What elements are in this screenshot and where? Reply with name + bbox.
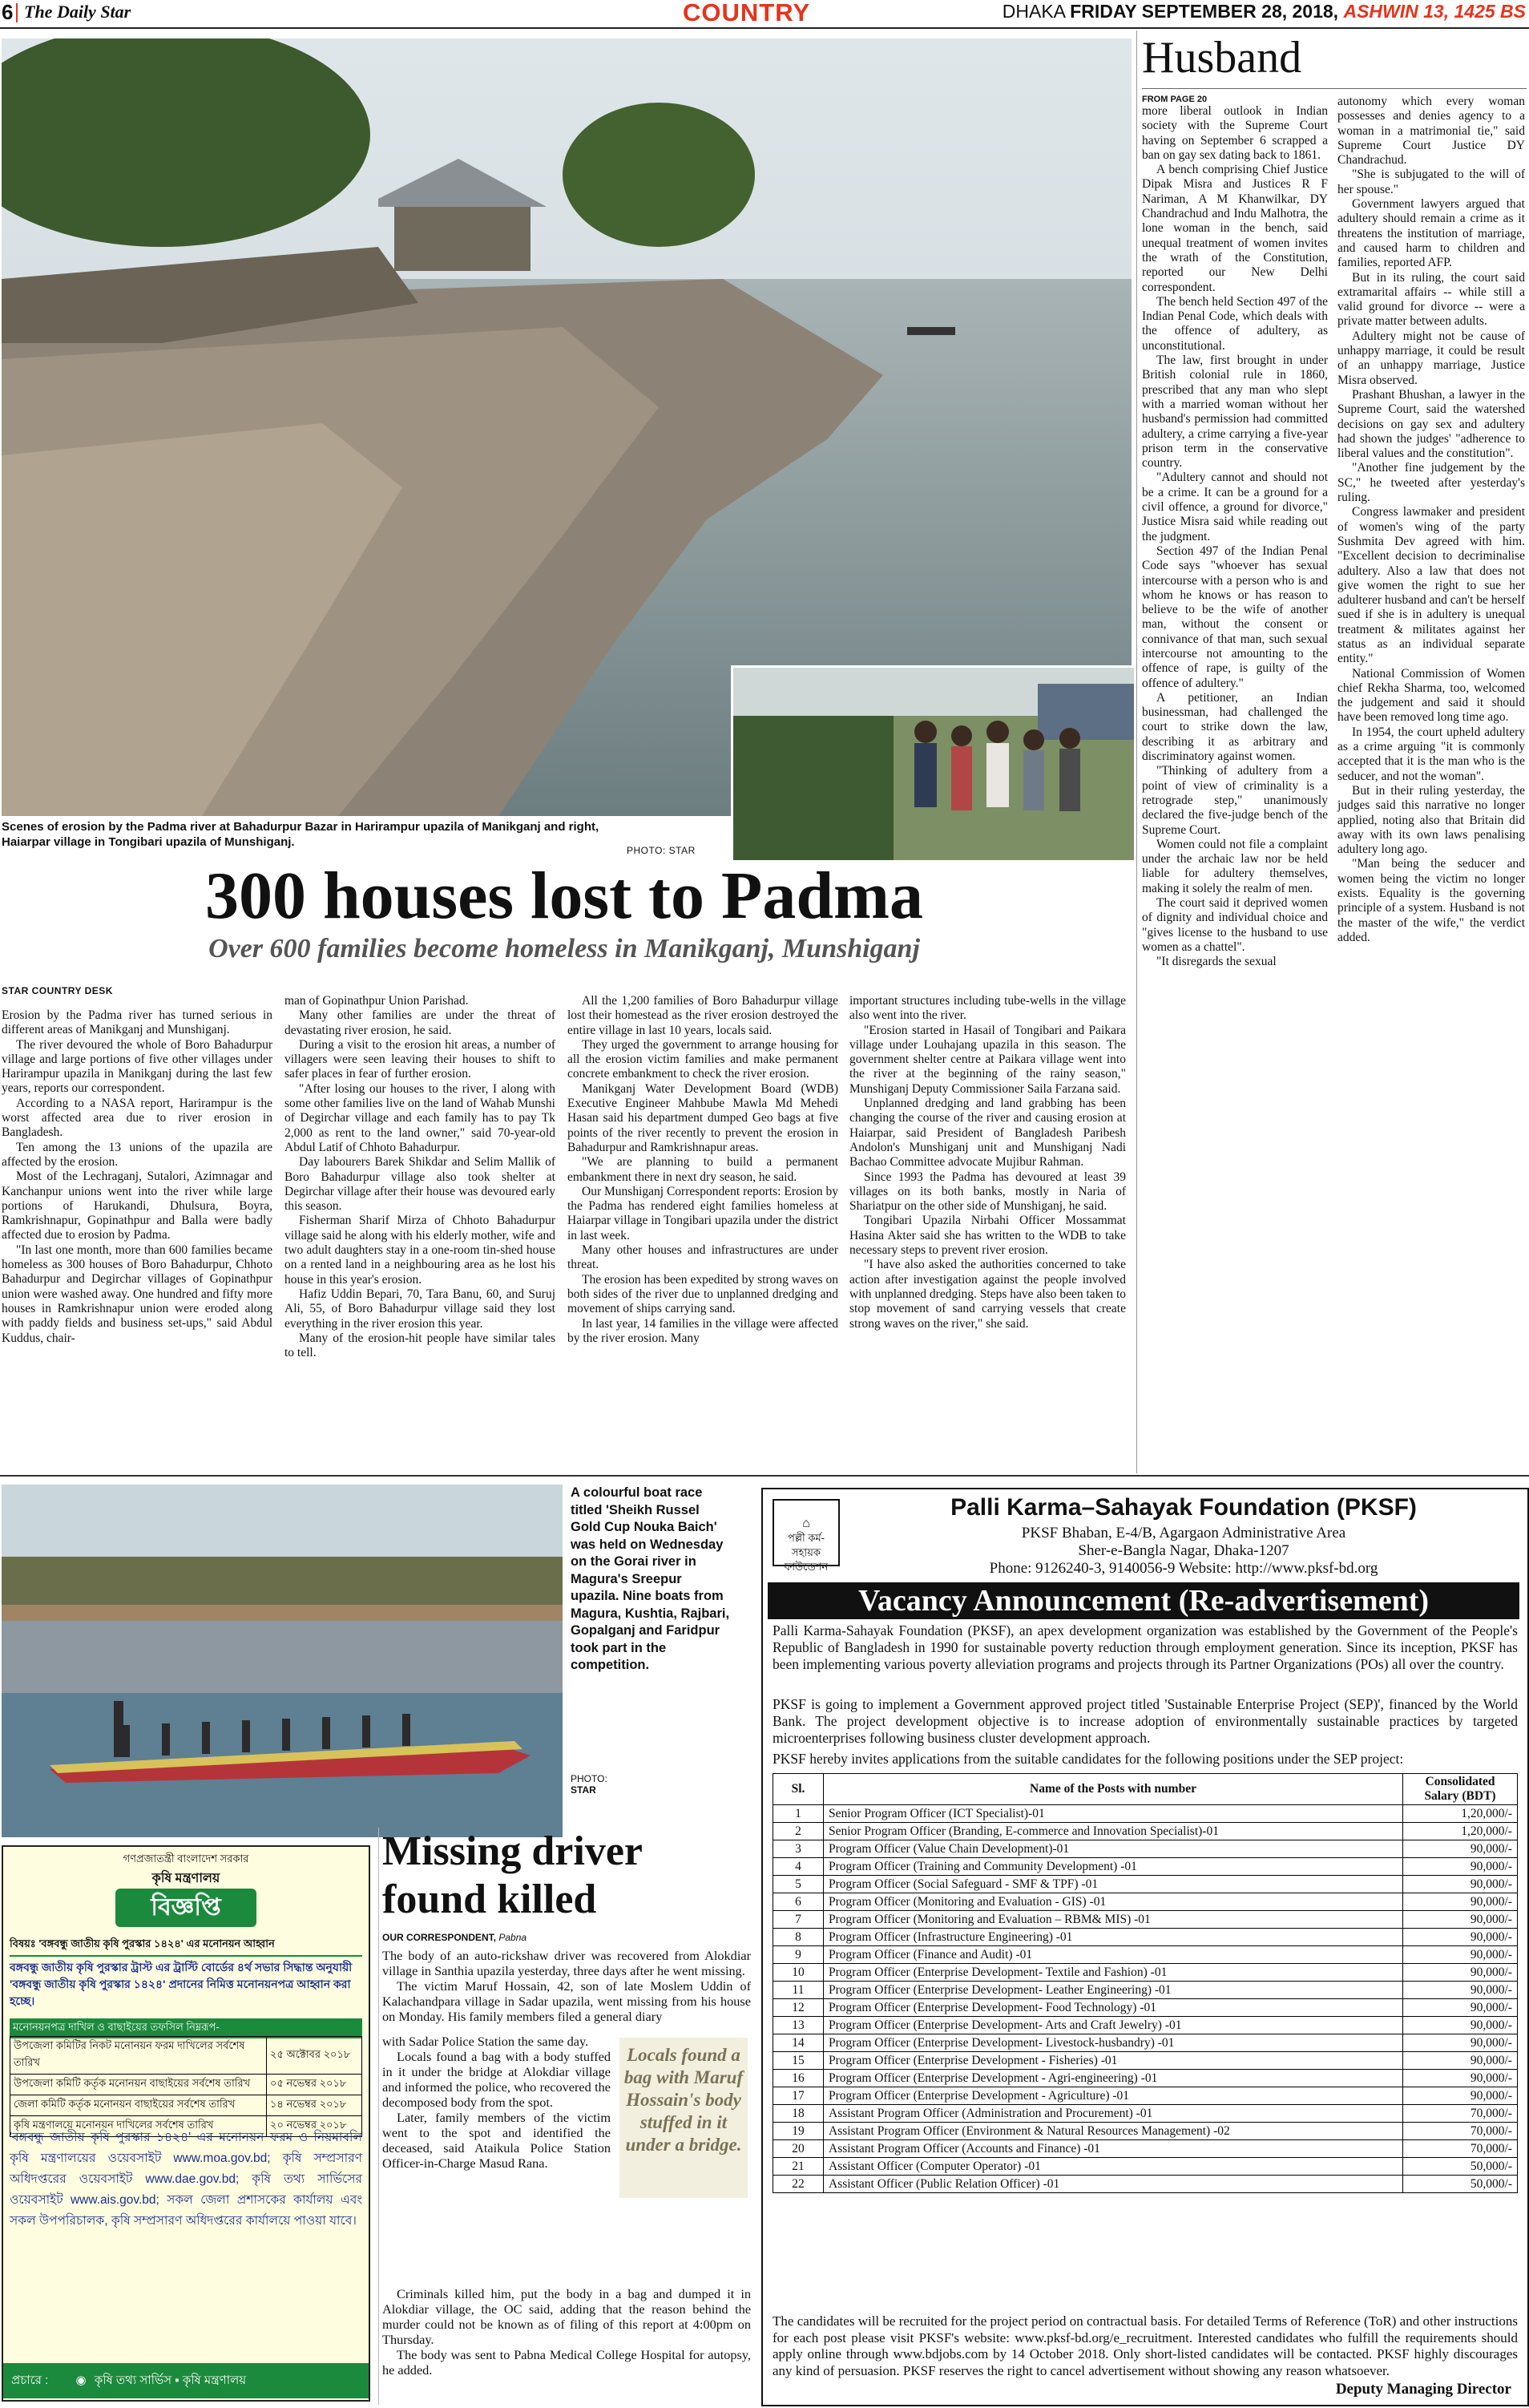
post-salary: 70,000/-: [1403, 2123, 1518, 2140]
table-row: [773, 2105, 1518, 2123]
table-row: [773, 1982, 1518, 1999]
table-row: [773, 2087, 1518, 2105]
post-salary: 90,000/-: [1403, 1982, 1518, 1999]
pksf-logo: ⌂ পল্লী কর্ম-সহায়ক ফাউন্ডেশন: [773, 1499, 840, 1566]
post-name: Assistant Program Officer (Environment & Natural Resources Management) -02: [824, 2123, 1403, 2140]
pksf-project: PKSF is going to implement a Government approved project titled 'Sustainable Enterprise Project (SEP)', financed by the World Bank. The project development objective is to increase adoption of environmentally sustainable practices by targeted microenterprises following business cluster development approach.: [773, 1696, 1518, 1746]
post-name: Program Officer (Social Safeguard - SMF & TPF) -01: [824, 1876, 1403, 1893]
post-salary: 90,000/-: [1403, 1946, 1518, 1964]
post-salary: 90,000/-: [1403, 1999, 1518, 2017]
post-name: Program Officer (Enterprise Development- Food Technology) -01: [824, 1999, 1403, 2017]
husband-headline: Husband: [1142, 33, 1302, 83]
post-name: Senior Program Officer (ICT Specialist)-01: [824, 1805, 1403, 1823]
pksf-footer: The candidates will be recruited for the project period on contractual basis. For detailed Terms of Reference (ToR) and other instructions for each post please visit PKSF's website: www.pksf-bd.org/e_recruitment. Interested candidates who fulfill the requirements should apply online through www.bdjobs.com by 14 October 2018. Only short-listed candidates will be contacted. PKSF highly discourages any kind of persuasion. PKSF reserves the right to cancel advertisement without showing any reason whatsoever.: [773, 2313, 1518, 2378]
pksf-logo-icon: ⌂: [802, 1517, 810, 1530]
post-salary: 50,000/-: [1403, 2158, 1518, 2176]
post-salary: 90,000/-: [1403, 2034, 1518, 2052]
post-name: Program Officer (Enterprise Development- Livestock-husbandry) -01: [824, 2034, 1403, 2052]
post-serial: 21: [773, 2158, 824, 2176]
ministry-schedule-table: [10, 2036, 362, 2137]
post-serial: 3: [773, 1840, 824, 1858]
ministry-schedule-heading: মনোনয়নপত্র দাখিল ও বাছাইয়ের তফসিল নিম্নরূপ-: [10, 2018, 362, 2038]
padma-column-4: important structures including tube-wells in the village also went into the river. "Erosion started in Hasail of Tongibari and Paikara village under Louhajang upazila in this season. The government shelter centre at Paikara village went into the river at the beginning of the rainy season," Munshiganj Deputy Commissioner Saila Farzana said. Unplanned dredging and land grabbing has been changing the course of the river and causing erosion at Haiarpar, said President of Bangladesh Paribesh Andolon's Munshiganj unit and Munshiganj Nadi Bachao Committee advocate Mujibur Rahman. Since 1993 the Padma has devoured at least 39 villages on its both banks, mostly in Naria of Shariatpur on the other side of Munshiganj, he said. Tongibari Upazila Nirbahi Officer Mossammat Hasina Akter said she has written to the WDB to take necessary steps to prevent river erosion. "I have also asked the authorities concerned to take action after investigation against the people involved with unplanned dredging. Steps have also been taken to stop movement of sand carrying vessels that create strong waves on the river," she said.: [849, 994, 1126, 1331]
post-salary: 50,000/-: [1403, 2176, 1518, 2193]
ministry-seal-icon: ◉: [75, 2374, 87, 2387]
husband-column-2: autonomy which every woman possesses and denies agency to a woman in a matrimonial tie," said Supreme Court Justice DY Chandrachud. "She is subjugated to the will of her spouse." Government lawyers argued that adultery should remain a crime as it threatens the institution of marriage, and caused harm to children and families, reported AFP. But in its ruling, the court said extramarital affairs -- while still a valid ground for divorce -- were a private matter between adults. Adultery might not be cause of unhappy marriage, it could be result of an unhappy marriage, Justice Misra observed. Prashant Bhushan, a lawyer in the Supreme Court, said the watershed decisions on gay sex and adultery had shown the judges' "adherence to liberal values and the constitution". "Another fine judgement by the SC," he tweeted after yesterday's ruling. Congress lawmaker and president of women's wing of the party Sushmita Dev agreed with him. "Excellent decision to decriminalise adultery. Also a law that does not give women the right to sue her adulterer husband and can't be herself sued if she is in adultery is unequal treatment & militates against her status as an individual separate entity." National Commission of Women chief Rekha Sharma, too, welcomed the judgement and said it should have been removed long time ago. In 1954, the court upheld adultery as a crime arguing "it is commonly accepted that it is the man who is the seducer, and not the woman". But in their ruling yesterday, the judges said this narrative no longer applied, noting also that Britain did away with its own laws penalising adultery long ago. "Man being the seducer and women being the victim no longer exists. Equality is the governing principle of a system. Husband is not the master of the wife," the verdict added.: [1337, 95, 1525, 944]
header-divider: [16, 3, 18, 22]
post-serial: 4: [773, 1858, 824, 1876]
padma-column-2: man of Gopinathpur Union Parishad. Many other families are under the threat of devastating river erosion, he said. During a visit to the erosion hit areas, a number of villagers were seen leaving their houses to shift to safer places in fear of further erosion. "After losing our houses to the river, I along with some other families live on the land of Wahab Munshi of Degirchar village and each family has to pay Tk 2,000 as rent to the land owner," said 70-year-old Abdul Latif of Chhoto Bahadurpur. Day labourers Barek Shikdar and Selim Mallik of Boro Bahadurpur village also took shelter at Degirchar village after their house was devoured early this season. Fisherman Sharif Mirza of Chhoto Bahadurpur village said he along with his elderly mother, wife and two adult daughters stay in a one-room tin-shed house on a rented land in a neighbouring area as he lost his house in this year's erosion. Hafiz Uddin Bepari, 70, Tara Banu, 60, and Suruj Ali, 55, of Boro Bahadurpur village said they lost everything in the river erosion this year. Many of the erosion-hit people have similar tales to tell.: [284, 994, 555, 1360]
table-row: [773, 2140, 1518, 2158]
table-row: [773, 1823, 1518, 1840]
post-name: Assistant Officer (Computer Operator) -01: [824, 2158, 1403, 2176]
missing-driver-story: [378, 1828, 756, 2405]
post-name: Program Officer (Enterprise Development- Leather Engineering) -01: [824, 1982, 1403, 1999]
schedule-row: উপজেলা কমিটি কর্তৃক মনোনয়ন বাছাইয়ের সর্বশেষ তারিখ ০৫ নভেম্বর ২০১৮: [10, 2075, 362, 2095]
post-name: Assistant Program Officer (Administration and Procurement) -01: [824, 2105, 1403, 2123]
table-row: [773, 2034, 1518, 2052]
post-serial: 6: [773, 1893, 824, 1911]
pksf-posts-body: [773, 1805, 1518, 2193]
missing-driver-bottom: Criminals killed him, put the body in a bag and dumped it in Alokdiar village, the OC said, adding that the reason behind the murder could not be known as of filing of this report at 4:00pm on Thursday. The body was sent to Pabna Medical College Hospital for autopsy, he added.: [382, 2286, 751, 2378]
boat-race-photo: [2, 1485, 563, 1837]
table-row: [773, 1964, 1518, 1982]
page-number: 6: [2, 0, 14, 24]
post-serial: 14: [773, 2034, 824, 2052]
padma-byline: STAR COUNTRY DESK: [2, 985, 113, 996]
masthead: The Daily Star: [24, 2, 131, 22]
erosion-photo-inset: [731, 665, 1136, 863]
post-name: Program Officer (Monitoring and Evaluation – RBM& MIS) -01: [824, 1911, 1403, 1929]
table-row: [773, 2176, 1518, 2193]
post-name: Senior Program Officer (Branding, E-commerce and Innovation Specialist)-01: [824, 1823, 1403, 1840]
table-row: [773, 1893, 1518, 1911]
ministry-footer: প্রচারে : ◉ কৃষি তথ্য সার্ভিস ▪ কৃষি মন্ত্রণালয়: [3, 2363, 369, 2398]
post-name: Program Officer (Infrastructure Engineering) -01: [824, 1929, 1403, 1946]
post-name: Assistant Officer (Public Relation Officer) -01: [824, 2176, 1403, 2193]
post-serial: 1: [773, 1805, 824, 1823]
post-serial: 11: [773, 1982, 824, 1999]
post-name: Assistant Program Officer (Accounts and Finance) -01: [824, 2140, 1403, 2158]
ministry-name: কৃষি মন্ত্রণালয়: [151, 1872, 220, 1885]
ministry-notice-title: বিজ্ঞপ্তি: [115, 1889, 256, 1927]
table-row: [773, 1929, 1518, 1946]
officials-photo-illustration: [733, 668, 1134, 860]
table-row: [773, 2123, 1518, 2140]
ministry-subject: বিষয়ঃ 'বঙ্গবন্ধু জাতীয় কৃষি পুরস্কার ১৪২৪' এর মনোনয়ন আহ্বান: [10, 1935, 362, 1957]
post-name: Program Officer (Training and Community Development) -01: [824, 1858, 1403, 1876]
dateline: DHAKA FRIDAY SEPTEMBER 28, 2018, ASHWIN 13, 1425 BS: [1002, 1, 1526, 22]
pksf-intro: Palli Karma-Sahayak Foundation (PKSF), an apex development organization was established by the Government of the People's Republic of Bangladesh in 1990 for sustainable poverty reduction through employment generation. Since its inception, PKSF has been implementing various poverty alleviation programs and projects through its Partner Organizations (POs) all over the country.: [773, 1622, 1518, 1672]
missing-driver-narrow: with Sadar Police Station the same day. Locals found a bag with a body stuffed in it under the bridge at Alokdiar village and informed the police, who recovered the decomposed body from the spot. Later, family members of the victim went to the spot and identified the deceased, said Ataikula Police Station Officer-in-Charge Masud Rana.: [382, 2034, 611, 2171]
table-row: [773, 1946, 1518, 1964]
post-salary: 90,000/-: [1403, 1893, 1518, 1911]
missing-driver-pullquote: Locals found a bag with Maruf Hossain's body stuffed in it under a bridge.: [619, 2038, 748, 2198]
post-serial: 13: [773, 2017, 824, 2034]
table-row: [773, 2070, 1518, 2087]
post-serial: 15: [773, 2052, 824, 2070]
post-serial: 22: [773, 2176, 824, 2193]
ministry-schedule: [10, 2036, 362, 2137]
post-salary: 1,20,000/-: [1403, 1805, 1518, 1823]
boat-race-photo-credit: PHOTO: STAR: [571, 1773, 607, 1796]
post-name: Program Officer (Finance and Audit) -01: [824, 1946, 1403, 1964]
post-salary: 90,000/-: [1403, 1911, 1518, 1929]
post-name: Program Officer (Monitoring and Evaluation - GIS) -01: [824, 1893, 1403, 1911]
table-row: [773, 1805, 1518, 1823]
post-serial: 16: [773, 2070, 824, 2087]
post-serial: 5: [773, 1876, 824, 1893]
table-row: [773, 1999, 1518, 2017]
post-name: Program Officer (Enterprise Development - Agri-engineering) -01: [824, 2070, 1403, 2087]
post-serial: 9: [773, 1946, 824, 1964]
ministry-ad: [2, 1845, 370, 2402]
ministry-websites: 'বঙ্গবন্ধু জাতীয় কৃষি পুরস্কার ১৪২৪' এর মনোনয়ন ফরম ও নিয়মাবলি কৃষি মন্ত্রণালয়ের ওয়েবসাইট www.moa.gov.bd; কৃষি সম্প্রসারণ অধিদপ্তরের ওয়েবসাইট www.dae.gov.bd; কৃষি তথ্য সার্ভিসের ওয়েবসাইট www.ais.gov.bd; সকল জেলা প্রশাসকের কার্যালয় এবং সকল উপপরিচালক, কৃষি সম্প্রসারণ অধিদপ্তরের কার্যালয়ে পাওয়া যাবে।: [10, 2131, 362, 2228]
pksf-ad: [761, 1488, 1529, 2406]
boat-race-illustration: [2, 1485, 563, 1837]
table-header-row: Sl. Name of the Posts with number Consolidated Salary (BDT): [773, 1774, 1518, 1805]
post-name: Program Officer (Enterprise Development - Fisheries) -01: [824, 2052, 1403, 2070]
post-serial: 8: [773, 1929, 824, 1946]
post-name: Program Officer (Enterprise Development- Arts and Craft Jewelry) -01: [824, 2017, 1403, 2034]
post-name: Program Officer (Enterprise Development- Textile and Fashion) -01: [824, 1964, 1403, 1982]
section-divider: [0, 1475, 1529, 1477]
schedule-row: উপজেলা কমিটির নিকট মনোনয়ন ফরম দাখিলের সর্বশেষ তারিখ ২৫ অক্টোবর ২০১৮: [10, 2037, 362, 2075]
erosion-caption: Scenes of erosion by the Padma river at Bahadurpur Bazar in Harirampur upazila of Manikganj and right, Haiarpar village in Tongibari upazila of Munshiganj.: [2, 820, 599, 849]
missing-driver-lead: The body of an auto-rickshaw driver was recovered from Alokdiar village in Santhia upazila yesterday, three days after he went missing. The victim Maruf Hossain, 42, son of late Moslem Uddin of Kalachandpara village in Sadar upazila, went missing from his house on Monday. His family members filed a general diary: [382, 1948, 751, 2024]
husband-column-1: more liberal outlook in Indian society with the Supreme Court having on September 6 scrapped a ban on gay sex dating back to 1861. A bench comprising Chief Justice Dipak Misra and Justices R F Nariman, A M Khanwilkar, DY Chandrachud and Indu Malhotra, the lone woman in the bench, said unequal treatment of women invites the wrath of the Constitution, reported our New Delhi correspondent. The bench held Section 497 of the Indian Penal Code, which deals with the offence of adultery, as unconstitutional. The law, first brought in under British colonial rule in 1860, prescribed that any man who slept with a married woman without her husband's permission had committed adultery, a crime carrying a five-year prison term in the conservative country. "Adultery cannot and should not be a crime. It can be a ground for a civil offence, a ground for divorce," Justice Misra said while reading out the judgment. Section 497 of the Indian Penal Code says "whoever has sexual intercourse with a person who is and whom he knows or has reason to believe to be the wife of another man, without the consent or connivance of that man, such sexual intercourse not amounting to the offence of rape, is guilty of the offence of adultery." A petitioner, an Indian businessman, had challenged the court to strike down the law, describing it as arbitrary and discriminatory against women. "Thinking of adultery from a point of view of criminality is a retrograde step," unanimously declared the five-judge bench of the Supreme Court. Women could not file a complaint under the archaic law nor be held liable for adultery themselves, making it solely the realm of men. The court said it deprived women of dignity and individual choice and "gives license to the husband to use women as a chattel". "It disregards the sexual: [1142, 104, 1328, 969]
husband-story: [1136, 30, 1528, 1473]
post-salary: 90,000/-: [1403, 2052, 1518, 2070]
schedule-row: জেলা কমিটি কর্তৃক মনোনয়ন বাছাইয়ের সর্বশেষ তারিখ ১৪ নভেম্বর ২০১৮: [10, 2095, 362, 2116]
erosion-photo-credit: PHOTO: STAR: [627, 845, 696, 856]
pksf-banner: Vacancy Announcement (Re-advertisement): [768, 1582, 1519, 1619]
post-salary: 90,000/-: [1403, 1840, 1518, 1858]
padma-column-1: Erosion by the Padma river has turned serious in different areas of Manikganj and Munshiganj. The river devoured the whole of Boro Bahadurpur village and large portions of five other villages under Harirampur upazila in Manikganj during the last few years, reports our correspondent. According to a NASA report, Harirampur is the worst affected area due to river erosion in Bangladesh. Ten among the 13 unions of the upazila are affected by the erosion. Most of the Lechraganj, Sutalori, Azimnagar and Kanchanpur unions went into the river while large portions of Harukandi, Dhulsura, Boyra, Ramkrishnapur, Gopinathpur and Balla were badly affected due to erosion by Padma. "In last one month, more than 600 families became homeless as 300 houses of Boro Bahadurpur, Chhoto Bahadurpur and Degirchar villages of Gopinathpur union were washed away. One hundred and fifty more houses in Ramkrishnapur union were eroded along with paddy fields and business set-ups," said Abdul Kuddus, chair-: [2, 1008, 272, 1345]
table-row: [773, 2017, 1518, 2034]
pksf-phone: Phone: 9126240-3, 9140056-9 Website: http://www.pksf-bd.org: [989, 1560, 1378, 1577]
pksf-address-1: PKSF Bhaban, E-4/B, Agargaon Administrative Area: [1021, 1525, 1346, 1541]
pksf-posts-table: [773, 1773, 1518, 2193]
post-salary: 90,000/-: [1403, 1964, 1518, 1982]
post-serial: 18: [773, 2105, 824, 2123]
post-salary: 90,000/-: [1403, 2087, 1518, 2105]
padma-subhead: Over 600 families become homeless in Manikganj, Munshiganj: [208, 934, 920, 964]
post-salary: 90,000/-: [1403, 1929, 1518, 1946]
table-row: [773, 2158, 1518, 2176]
pksf-address-2: Sher-e-Bangla Nagar, Dhaka-1207: [1078, 1542, 1289, 1559]
from-page-label: FROM PAGE 20: [1142, 95, 1208, 104]
post-serial: 17: [773, 2087, 824, 2105]
pksf-posts-table-wrap: [773, 1773, 1518, 2193]
post-name: Program Officer (Enterprise Development - Agriculture) -01: [824, 2087, 1403, 2105]
pksf-org-name: Palli Karma–Sahayak Foundation (PKSF): [950, 1494, 1417, 1521]
post-name: Program Officer (Value Chain Development)-01: [824, 1840, 1403, 1858]
post-serial: 7: [773, 1911, 824, 1929]
table-row: [773, 1911, 1518, 1929]
page-header: [0, 0, 1529, 29]
table-row: [773, 1876, 1518, 1893]
post-serial: 12: [773, 1999, 824, 2017]
table-row: [773, 2052, 1518, 2070]
ministry-govt-line: গণপ্রজাতন্ত্রী বাংলাদেশ সরকার: [123, 1852, 249, 1865]
section-title: COUNTRY: [683, 0, 811, 26]
post-salary: 70,000/-: [1403, 2140, 1518, 2158]
pksf-invite: PKSF hereby invites applications from the suitable candidates for the following positions under the SEP project:: [773, 1751, 1404, 1767]
post-salary: 90,000/-: [1403, 1876, 1518, 1893]
post-serial: 10: [773, 1964, 824, 1982]
post-salary: 90,000/-: [1403, 2017, 1518, 2034]
missing-driver-byline: OUR CORRESPONDENT, Pabna: [382, 1932, 527, 1943]
padma-column-3: All the 1,200 families of Boro Bahadurpur village lost their homestead as the river erosion destroyed the entire village in last 10 years, locals said. They urged the government to arrange housing for all the erosion victim families and make permanent concrete embankment to check the river erosion. Manikganj Water Development Board (WDB) Executive Engineer Mahbube Mawla Md Mehedi Hasan said his department dumped Geo bags at five points of the river recently to prevent the erosion in Bahadurpur and Ramkrishnapur areas. "We are planning to build a permanent embankment there in next dry season, he said. Our Munshiganj Correspondent reports: Erosion by the Padma has rendered eight families homeless at Haiarpar village in Tongibari upazila under the district in last week. Many other houses and infrastructures are under threat. The erosion has been expedited by strong waves on both sides of the river due to unplanned dredging and movement of ships carrying sand. In last year, 14 families in the village were affected by the river erosion. Many: [567, 994, 838, 1345]
post-salary: 1,20,000/-: [1403, 1823, 1518, 1840]
table-row: [773, 1858, 1518, 1876]
post-salary: 90,000/-: [1403, 2070, 1518, 2087]
padma-headline: 300 houses lost to Padma: [204, 859, 924, 933]
husband-rule: [1142, 88, 1527, 89]
post-salary: 70,000/-: [1403, 2105, 1518, 2123]
table-row: [773, 1840, 1518, 1858]
post-serial: 2: [773, 1823, 824, 1840]
post-serial: 20: [773, 2140, 824, 2158]
missing-driver-headline: Missing driver found killed: [382, 1828, 643, 1922]
pksf-signature: Deputy Managing Director: [1335, 2381, 1511, 2398]
post-serial: 19: [773, 2123, 824, 2140]
boat-race-caption: A colourful boat race titled 'Sheikh Russel Gold Cup Nouka Baich' was held on Wednesday on the Gorai river in Magura's Sreepur upazila. Nine boats from Magura, Kushtia, Rajbari, Gopalganj and Faridpur took part in the competition.: [571, 1485, 730, 1672]
schedule-row: কৃষি মন্ত্রণালয়ে মনোনয়ন দাখিলের সর্বশেষ তারিখ ২০ নভেম্বর ২০১৮: [10, 2116, 362, 2137]
ministry-intro: বঙ্গবন্ধু জাতীয় কৃষি পুরস্কার ট্রাস্ট এর ট্রাস্টি বোর্ডের ৪র্থ সভার সিদ্ধান্ত অনুযায়ী 'বঙ্গবন্ধু জাতীয় কৃষি পুরস্কার ১৪২৪' প্রদানের নিমিত্ত মনোনয়নপত্র আহ্বান করা হচ্ছে।: [10, 1961, 353, 2007]
post-salary: 90,000/-: [1403, 1858, 1518, 1876]
